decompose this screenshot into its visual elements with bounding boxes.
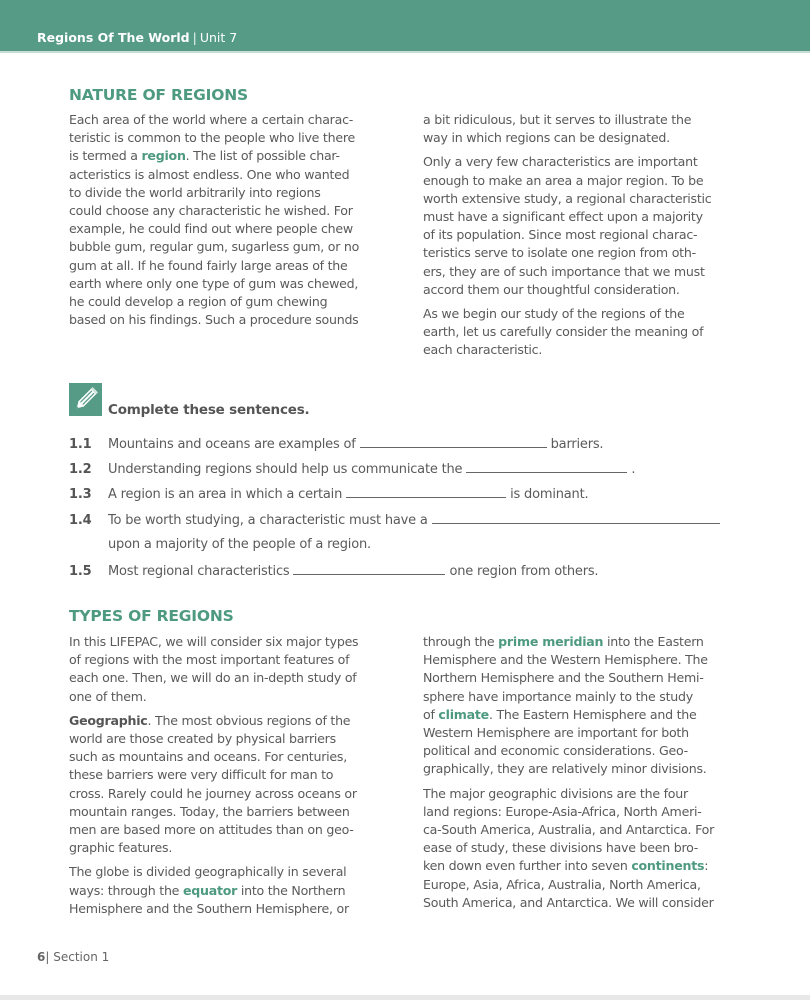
question-1-5 [69, 562, 598, 579]
text-line [69, 712, 411, 730]
text-line: cross. Rarely could he journey across oceans or [69, 785, 357, 801]
question-number: 1.3 [69, 487, 92, 502]
keyword-continents: continents [631, 858, 705, 874]
keyword-equator: equator [182, 882, 238, 898]
text-span: into the Northern [237, 882, 346, 898]
header-separator: | [192, 30, 197, 45]
nature-paragraph-1 [69, 111, 411, 329]
question-text: Understanding regions should help us communicate the [108, 462, 463, 477]
text-line: worth extensive study, a regional characteristic [423, 190, 712, 206]
question-text: A region is an area in which a certain [108, 487, 343, 502]
question-1-1 [69, 435, 603, 452]
nature-left-column [69, 111, 411, 335]
text-span: into the Eastern [603, 634, 704, 649]
footer-separator: | [45, 950, 50, 964]
text-line [423, 706, 765, 724]
page-footer [37, 950, 109, 964]
lead-term-geographic: Geographic [69, 712, 148, 728]
types-paragraph-globe [69, 863, 411, 918]
text-line: world are those created by physical barriers [69, 731, 336, 747]
text-line [423, 857, 765, 875]
answer-blank-1-1[interactable] [360, 435, 547, 448]
text-line: Northern Hemisphere and the Southern Hemi- [423, 670, 704, 686]
text-line: ca-South America, Australia, and Antarctica. For [423, 822, 714, 838]
unit-title: Regions Of The World [37, 30, 190, 45]
text-line: ease of study, these divisions have been bro- [423, 840, 699, 856]
text-line: one of them. [69, 688, 147, 704]
text-span: ken down even further into seven [423, 858, 632, 874]
text-line: a bit ridiculous, but it serves to illustrate the [423, 112, 692, 127]
pencil-icon [69, 383, 102, 416]
answer-blank-1-4[interactable] [432, 511, 720, 524]
section-heading-types-of-regions: TYPES OF REGIONS [69, 607, 234, 625]
text-line: Hemisphere and the Western Hemisphere. The [423, 652, 708, 668]
text-line: of regions with the most important features of [69, 652, 350, 668]
text-line: The globe is divided geographically in several [69, 864, 347, 880]
text-line: land regions: Europe-Asia-Africa, North Ameri- [423, 803, 702, 819]
text-line: As we begin our study of the regions of the [423, 306, 685, 322]
answer-blank-1-3[interactable] [346, 485, 506, 498]
question-text-end: barriers. [550, 437, 604, 452]
text-line: men are based more on attitudes than on geo- [69, 822, 354, 838]
text-span: is termed a [69, 148, 142, 164]
text-line: In this LIFEPAC, we will consider six major types [69, 634, 359, 649]
text-span: ways: through the [69, 882, 183, 898]
text-line: South America, and Antarctica. We will consider [423, 894, 714, 910]
text-span: . The list of possible char- [185, 148, 340, 164]
text-line: such as mountains and oceans. For centuries, [69, 749, 347, 765]
text-span: through the [423, 634, 499, 649]
text-line: earth, let us carefully consider the meaning of [423, 324, 704, 340]
text-line: graphic features. [69, 840, 173, 856]
question-text: Most regional characteristics [108, 564, 290, 579]
text-line [69, 147, 411, 165]
text-span: . The Eastern Hemisphere and the [488, 706, 697, 722]
nature-right-column [423, 111, 765, 366]
text-line: acteristics is almost endless. One who wanted [69, 166, 350, 182]
text-line: earth where only one type of gum was chewed, [69, 275, 359, 291]
text-line: enough to make an area a major region. To be [423, 172, 704, 188]
text-line: these barriers were very difficult for man to [69, 767, 334, 783]
question-text: upon a majority of the people of a region. [108, 537, 371, 552]
text-line: mountain ranges. Today, the barriers between [69, 803, 350, 819]
question-text-end: one region from others. [449, 564, 599, 579]
types-paragraph-major-divisions [423, 785, 765, 912]
nature-paragraph-2 [423, 153, 765, 299]
question-text: To be worth studying, a characteristic must have a [108, 513, 428, 528]
types-left-column [69, 633, 411, 924]
text-line: graphically, they are relatively minor divisions. [423, 761, 707, 777]
text-line: Each area of the world where a certain charac- [69, 112, 354, 127]
answer-blank-1-5[interactable] [293, 562, 445, 575]
keyword-region: region [141, 148, 186, 164]
section-heading-nature-of-regions: NATURE OF REGIONS [69, 86, 248, 104]
question-text-end: is dominant. [510, 487, 589, 502]
unit-number: Unit 7 [199, 30, 238, 45]
types-right-column [423, 633, 765, 918]
text-line: bubble gum, regular gum, sugarless gum, or no [69, 239, 360, 255]
text-line: Hemisphere and the Southern Hemisphere, or [69, 900, 349, 916]
question-number: 1.2 [69, 462, 92, 477]
question-text-end: . [631, 462, 636, 477]
text-line: example, he could find out where people chew [69, 221, 353, 237]
text-line: The major geographic divisions are the four [423, 785, 688, 801]
nature-paragraph-3 [423, 305, 765, 360]
footer-section: Section 1 [53, 950, 110, 964]
text-line: based on his findings. Such a procedure sounds [69, 312, 359, 328]
text-line: could choose any characteristic he wished. For [69, 203, 353, 219]
text-span: of [423, 706, 439, 722]
question-number: 1.4 [69, 513, 92, 528]
text-line: of its population. Since most regional charac- [423, 227, 698, 243]
question-text: Mountains and oceans are examples of [108, 437, 356, 452]
text-line: teristic is common to the people who live there [69, 130, 355, 146]
text-line: sphere have importance mainly to the study [423, 688, 693, 704]
text-line: Western Hemisphere are important for both [423, 725, 689, 741]
text-line [69, 882, 411, 900]
types-paragraph-1 [69, 633, 411, 706]
text-line [423, 633, 765, 651]
text-line: political and economic considerations. Geo- [423, 743, 688, 759]
answer-blank-1-2[interactable] [466, 460, 627, 473]
nature-paragraph-1-cont [423, 111, 765, 147]
text-line: each one. Then, we will do an in-depth study of [69, 670, 357, 686]
question-1-3 [69, 485, 588, 502]
text-line: he could develop a region of gum chewing [69, 294, 328, 310]
keyword-climate: climate [438, 706, 489, 722]
question-number: 1.1 [69, 437, 92, 452]
activity-instructions: Complete these sentences. [108, 402, 310, 418]
page-number: 6 [37, 950, 46, 964]
text-line: Only a very few characteristics are important [423, 154, 698, 170]
question-1-4 [69, 511, 724, 528]
text-line: teristics serve to isolate one region from oth- [423, 245, 696, 261]
text-line: gum at all. If he found fairly large areas of the [69, 257, 348, 273]
types-paragraph-geographic [69, 712, 411, 858]
question-1-4-continuation [108, 537, 371, 552]
question-number: 1.5 [69, 564, 92, 579]
question-1-2 [69, 460, 635, 477]
text-line: each characteristic. [423, 342, 543, 358]
text-span: : [704, 858, 709, 874]
text-line: ers, they are of such importance that we must [423, 263, 705, 279]
text-line: way in which regions can be designated. [423, 130, 670, 146]
text-span: . The most obvious regions of the [147, 712, 351, 728]
text-line: accord them our thoughtful consideration. [423, 281, 680, 297]
keyword-prime-meridian: prime meridian [498, 634, 604, 649]
page-bottom-edge [0, 995, 810, 1000]
text-line: must have a significant effect upon a majority [423, 209, 703, 225]
text-line: Europe, Asia, Africa, Australia, North America, [423, 876, 701, 892]
types-paragraph-globe-cont [423, 633, 765, 779]
running-head [37, 30, 237, 45]
page-header [0, 0, 810, 53]
text-line: to divide the world arbitrarily into regions [69, 184, 321, 200]
